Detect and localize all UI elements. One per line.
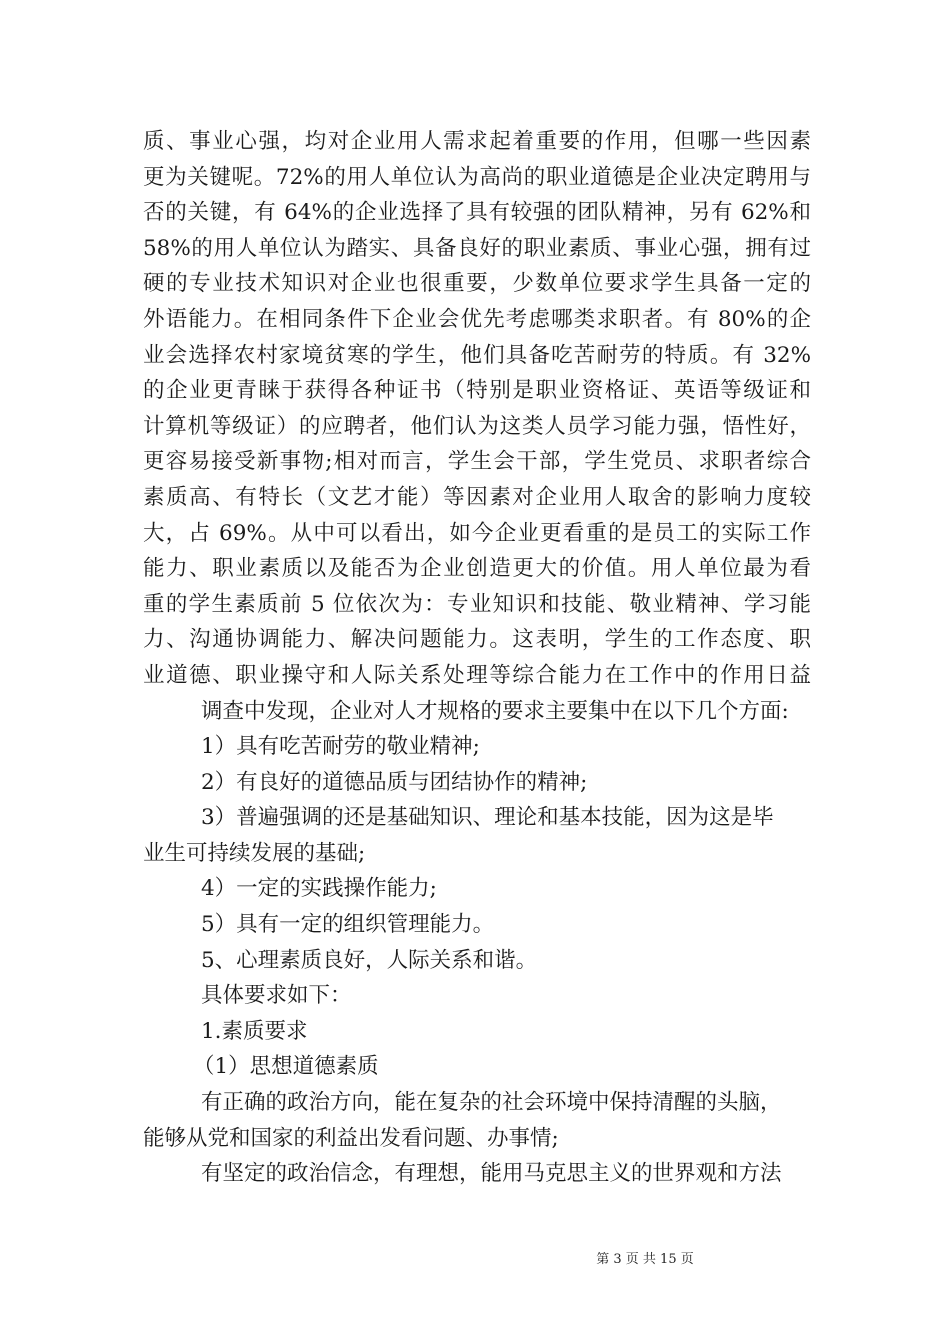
requirement-item-3-continued: 业生可持续发展的基础; bbox=[143, 840, 366, 866]
body-line: 能力、职业素质以及能否为企业创造更大的价值。用人单位最为看 bbox=[143, 556, 811, 582]
page-indicator: 第 3 页 共 15 页 bbox=[596, 1252, 694, 1267]
body-line: 力、沟通协调能力、解决问题能力。这表明，学生的工作态度、职 bbox=[143, 627, 811, 653]
requirement-item-3: 3）普遍强调的还是基础知识、理论和基本技能，因为这是毕 bbox=[201, 805, 774, 831]
requirement-item-2: 2）有良好的道德品质与团结协作的精神; bbox=[201, 769, 588, 795]
section-heading: 1.素质要求 bbox=[201, 1018, 308, 1044]
paragraph-line: 能够从党和国家的利益出发看问题、办事情; bbox=[143, 1125, 559, 1151]
requirement-item-1: 1）具有吃苦耐劳的敬业精神; bbox=[201, 734, 480, 760]
body-line: 硬的专业技术知识对企业也很重要，少数单位要求学生具备一定的 bbox=[143, 271, 811, 297]
body-line: 业道德、职业操守和人际关系处理等综合能力在工作中的作用日益 bbox=[143, 662, 811, 688]
body-line: 素质高、有特长（文艺才能）等因素对企业用人取舍的影响力度较 bbox=[143, 484, 811, 510]
body-line: 否的关键，有 64%的企业选择了具有较强的团队精神，另有 62%和 bbox=[143, 200, 811, 226]
body-line: 的企业更青睐于获得各种证书（特别是职业资格证、英语等级证和 bbox=[143, 378, 811, 404]
body-line: 业会选择农村家境贫寒的学生，他们具备吃苦耐劳的特质。有 32% bbox=[143, 342, 811, 368]
paragraph-line: 有正确的政治方向，能在复杂的社会环境中保持清醒的头脑， bbox=[201, 1090, 782, 1116]
body-line: 计算机等级证）的应聘者，他们认为这类人员学习能力强，悟性好， bbox=[143, 413, 811, 439]
body-line: 大，占 69%。从中可以看出，如今企业更看重的是员工的实际工作 bbox=[143, 520, 811, 546]
body-line: 更为关键呢。72%的用人单位认为高尚的职业道德是企业决定聘用与 bbox=[143, 164, 811, 190]
body-line: 更容易接受新事物;相对而言，学生会干部，学生党员、求职者综合 bbox=[143, 449, 811, 475]
body-line: 58%的用人单位认为踏实、具备良好的职业素质、事业心强，拥有过 bbox=[143, 235, 811, 261]
survey-intro: 调查中发现，企业对人才规格的要求主要集中在以下几个方面: bbox=[201, 698, 789, 724]
specific-intro: 具体要求如下： bbox=[201, 983, 352, 1009]
requirement-item-4: 4）一定的实践操作能力; bbox=[201, 876, 437, 902]
requirement-item-5: 5）具有一定的组织管理能力。 bbox=[201, 912, 495, 938]
body-line: 质、事业心强，均对企业用人需求起着重要的作用，但哪一些因素 bbox=[143, 129, 811, 154]
body-line: 外语能力。在相同条件下企业会优先考虑哪类求职者。有 80%的企 bbox=[143, 306, 811, 332]
subsection-heading: （1）思想道德素质 bbox=[193, 1054, 379, 1080]
paragraph-line: 有坚定的政治信念，有理想，能用马克思主义的世界观和方法 bbox=[201, 1161, 782, 1187]
body-line: 重的学生素质前 5 位依次为：专业知识和技能、敬业精神、学习能 bbox=[143, 591, 811, 617]
requirement-item-6: 5、心理素质良好，人际关系和谐。 bbox=[201, 947, 538, 973]
document-body bbox=[143, 124, 811, 1192]
